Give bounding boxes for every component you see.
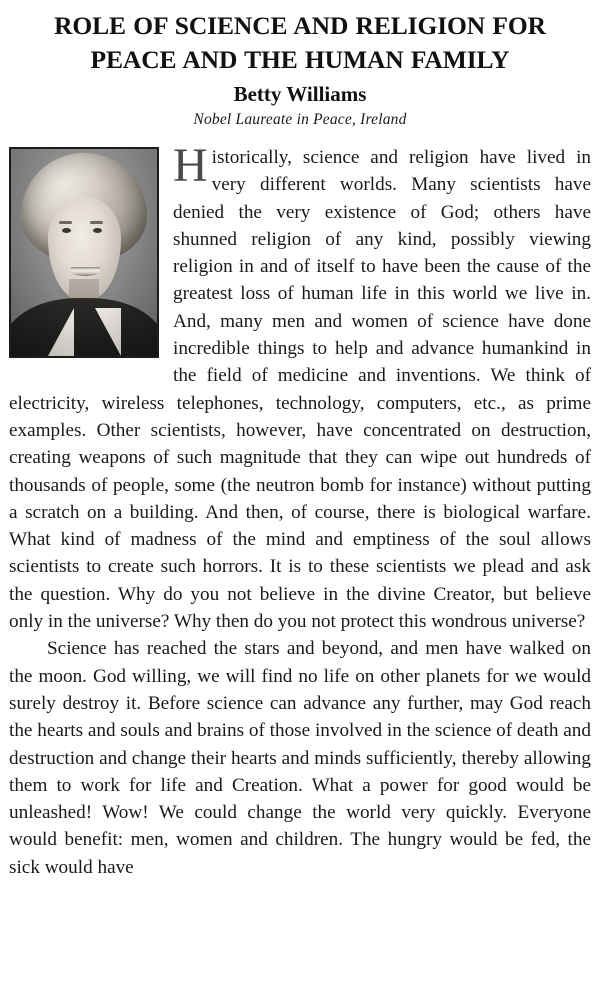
page-title-line-2: PEACE AND THE HUMAN FAMILY [90, 45, 510, 74]
page-title [9, 9, 591, 77]
paragraph-2: Science has reached the stars and beyond, and men have walked on the moon. God willing, we will find no life on other planets for we would surely destroy it. Before science can advance any further, may God reach the hearts and souls and brains of those involved in the science of death and destruction and change their hearts and minds sufficiently, thereby allowing them to work for life and Creation. What a power for good would be unleashed! Wow! We could change the world very quickly. Everyone would benefit: men, women and children. The hungry would be fed, the sick would have [9, 638, 591, 878]
author-name: Betty Williams [233, 82, 367, 106]
author-affiliation: Nobel Laureate in Peace, Ireland [193, 111, 407, 128]
title-block [9, 0, 591, 130]
paragraph-1-text: istorically, science and religion have lived in very different worlds. Many scientists have denied the very existence of God; others have shunned religion of any kind, possibly viewing religion in and of itself to have been the cause of the greatest loss of human life in this world we live in. And, many men and women of science have done incredible things to help and advance humankind in the field of medicine and inventions. We think of electricity, wireless telephones, technology, computers, etc., as prime examples. Other scientists, however, have concentrated on destruction, creating weapons of such magnitude that they can wipe out hundreds of thousands of people, some (the neutron bomb for instance) without putting a scratch on a building. And then, of course, there is biological warfare. What kind of madness of the mind and emptiness of the soul allows scientists to create such horrors. It is to these scientists we plead and ask the question. Why do you not believe in the divine Creator, but believe only in the universe? Why then do you not protect this wondrous universe? [9, 147, 591, 633]
article-body [9, 139, 591, 881]
drop-cap-letter: H [173, 139, 208, 192]
page-title-line-1: ROLE OF SCIENCE AND RELIGION FOR [54, 11, 546, 40]
portrait-vignette [11, 149, 157, 356]
author-portrait-photo [9, 147, 159, 358]
